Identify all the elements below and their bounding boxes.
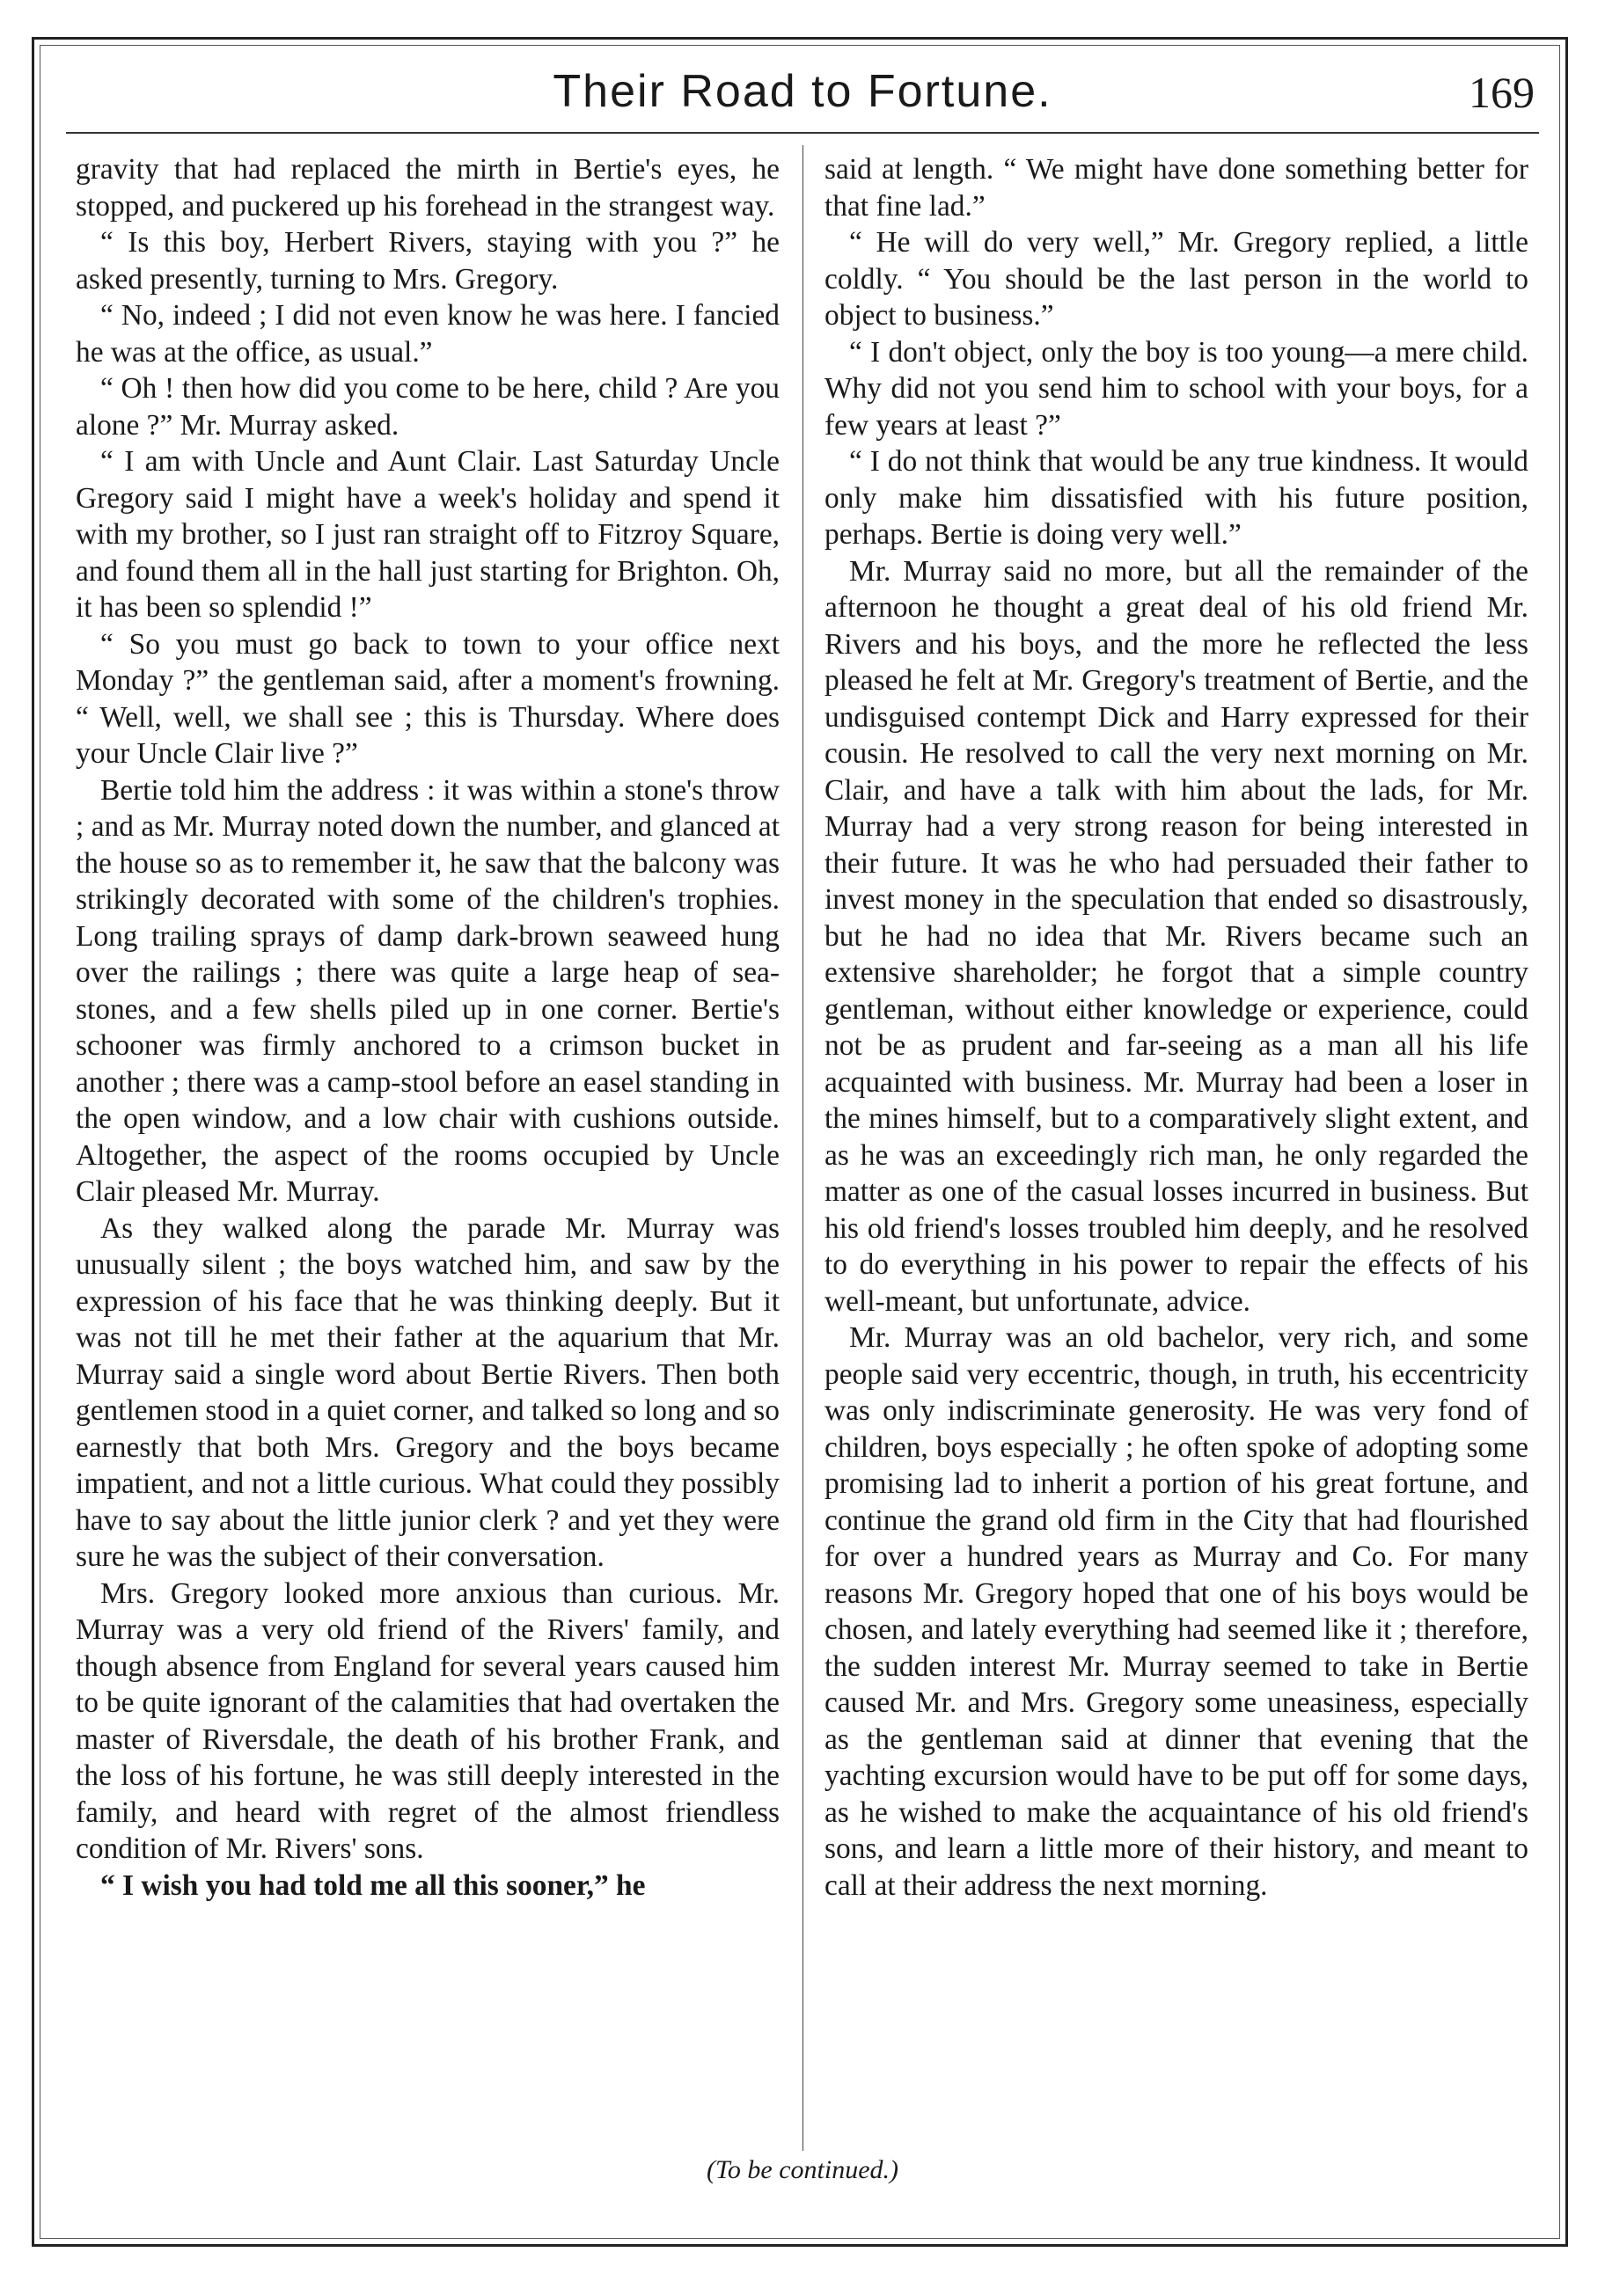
paragraph: “ No, indeed ; I did not even know he was here. I fancied he was at the office, as usual.” (76, 299, 780, 369)
column-divider (802, 145, 803, 2151)
paragraph: As they walked along the parade Mr. Murray was unusually silent ; the boys watched him, and saw by the expression of his face that he was thinking deeply. But it was not till he met their father at the aquarium that Mr. Murray said a single word about Bertie Rivers. Then both gentlemen stood in a quiet corner, and talked so long and so earnestly that both Mrs. Gregory and the boys became impatient, and not a little curious. What could they possibly have to say about the little junior clerk ? and yet they were sure he was the subject of their conversation. (76, 1211, 780, 1573)
header-rule (66, 132, 1539, 134)
paragraph: Bertie told him the address : it was within a stone's throw ; and as Mr. Murray noted down the number, and glanced at the house so as to remember it, he saw that the balcony was strikingly decorated with some of the children's trophies. Long trailing sprays of damp dark-brown seaweed hung over the railings ; there was quite a large heap of sea-stones, and a few shells piled up in one corner. Bertie's schooner was firmly anchored to a crimson bucket in another ; there was a camp-stool before an easel standing in the open window, and a low chair with cushions outside. Altogether, the aspect of the rooms occupied by Uncle Clair pleased Mr. Murray. (76, 773, 780, 1208)
paragraph: “ I am with Uncle and Aunt Clair. Last Saturday Uncle Gregory said I might have a week's holiday and spend it with my brother, so I just ran straight off to Fitzroy Square, and found them all in the hall just starting for Brighton. Oh, it has been so splendid !” (76, 445, 780, 624)
paragraph: “ I wish you had told me all this sooner,” he (100, 1868, 646, 1902)
page-header (0, 62, 1605, 132)
right-column (824, 151, 1528, 1904)
paragraph: “ Oh ! then how did you come to be here, child ? Are you alone ?” Mr. Murray asked. (76, 372, 780, 442)
paragraph: “ He will do very well,” Mr. Gregory replied, a little coldly. “ You should be the last person in the world to object to business.” (824, 226, 1528, 332)
paragraph: said at length. “ We might have done something better for that fine lad.” (824, 153, 1528, 223)
left-column (76, 151, 780, 1904)
paragraph: Mrs. Gregory looked more anxious than curious. Mr. Murray was a very old friend of the Rivers' family, and though absence from England for several years caused him to be quite ignorant of the calamities that had overtaken the master of Riversdale, the death of his brother Frank, and the loss of his fortune, he was still deeply interested in the family, and heard with regret of the almost friendless condition of Mr. Rivers' sons. (76, 1576, 780, 1865)
paragraph: gravity that had replaced the mirth in Bertie's eyes, he stopped, and puckered up his forehead in the strangest way. (76, 153, 780, 223)
to-be-continued-note: (To be continued.) (706, 2155, 899, 2184)
paragraph: Mr. Murray said no more, but all the remainder of the afternoon he thought a great deal of his old friend Mr. Rivers and his boys, and the more he reflected the less pleased he felt at Mr. Gregory's treatment of Bertie, and the undisguised contempt Dick and Harry expressed for their cousin. He resolved to call the very next morning on Mr. Clair, and have a talk with him about the lads, for Mr. Murray had a very strong reason for being interested in their future. It was he who had persuaded their father to invest money in the speculation that ended so disastrously, but he had no idea that Mr. Rivers became such an extensive shareholder; he forgot that a simple country gentleman, without either knowledge or experience, could not be as prudent and far-seeing as a man all his life acquainted with business. Mr. Murray had been a loser in the mines himself, but to a comparatively slight extent, and as he was an exceedingly rich man, he only regarded the matter as one of the casual losses incurred in business. But his old friend's losses troubled him deeply, and he resolved to do everything in his power to repair the effects of his well-meant, but unfortunate, advice. (824, 554, 1528, 1318)
paragraph: Mr. Murray was an old bachelor, very rich, and some people said very eccentric, though, in truth, his eccentricity was only indiscriminate generosity. He was very fond of children, boys especially ; he often spoke of adopting some promising lad to inherit a portion of his great fortune, and continue the grand old firm in the City that had flourished for over a hundred years as Murray and Co. For many reasons Mr. Gregory hoped that one of his boys would be chosen, and lately everything had seemed like it ; therefore, the sudden interest Mr. Murray seemed to take in Bertie caused Mr. and Mrs. Gregory some uneasiness, especially as the gentleman said at dinner that evening that the yachting excursion would have to be put off for some days, as he wished to make the acquaintance of his old friend's sons, and learn a little more of their history, and meant to call at their address the next morning. (824, 1321, 1528, 1902)
page-number: 169 (1469, 68, 1535, 117)
paragraph: “ I don't object, only the boy is too young—a mere child. Why did not you send him to school with your boys, for a few years at least ?” (824, 335, 1528, 442)
paragraph: “ Is this boy, Herbert Rivers, staying with you ?” he asked presently, turning to Mrs. Gregory. (76, 226, 780, 296)
paragraph: “ I do not think that would be any true kindness. It would only make him dissatisfied with his future position, perhaps. Bertie is doing very well.” (824, 445, 1528, 551)
paragraph: “ So you must go back to town to your office next Monday ?” the gentleman said, after a moment's frowning. “ Well, well, we shall see ; this is Thursday. Where does your Uncle Clair live ?” (76, 627, 780, 770)
running-title: Their Road to Fortune. (553, 66, 1052, 117)
